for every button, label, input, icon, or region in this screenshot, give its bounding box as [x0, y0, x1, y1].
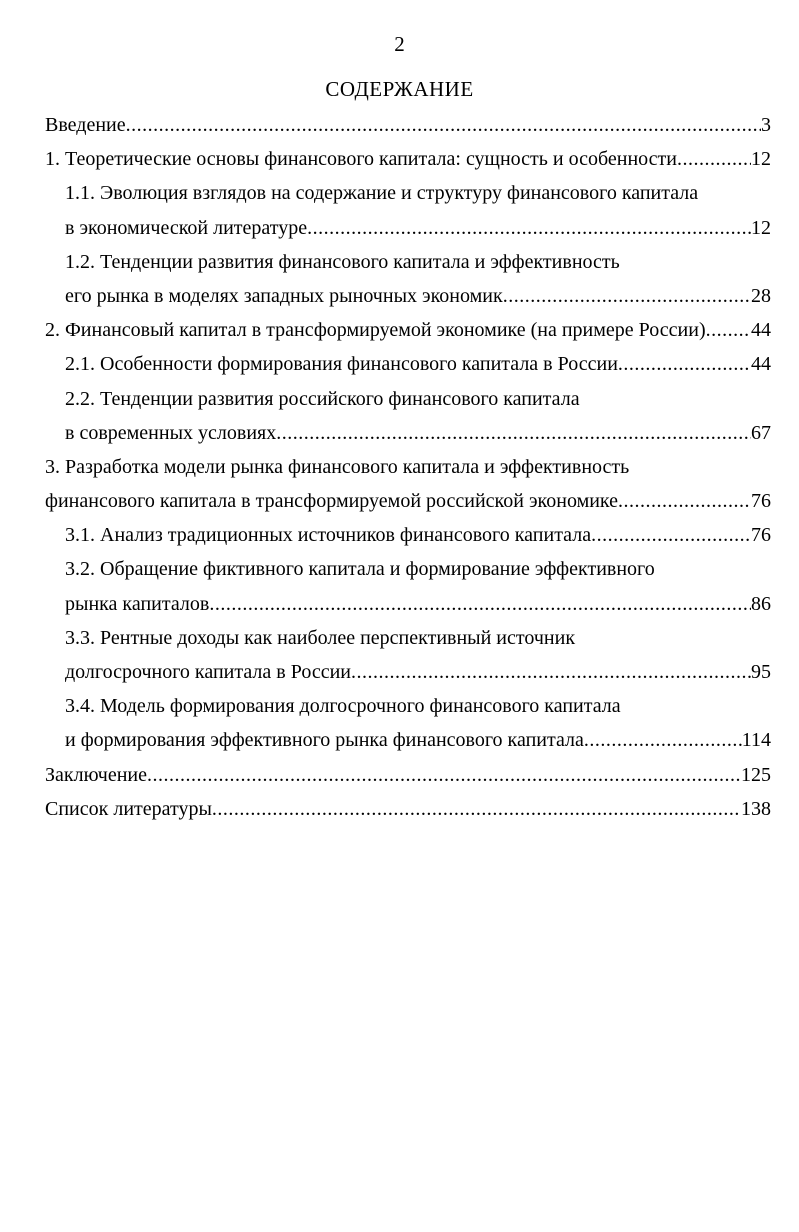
toc-heading: СОДЕРЖАНИЕ [325, 77, 474, 101]
toc-entry-title: 2.1. Особенности формирования финансового капитала в России [65, 353, 618, 376]
toc-entry-page: 67 [751, 421, 771, 444]
toc-entry-title: и формирования эффективного рынка финансового капитала [65, 729, 584, 752]
toc-entry-section-2-1 [45, 347, 771, 381]
toc-entry-section-2-2-cont [45, 416, 771, 450]
toc-entry-title: Заключение [45, 763, 147, 786]
toc-entry-page: 138 [741, 797, 771, 820]
toc-entry-section-2-2 [45, 382, 771, 416]
toc-entry-title: долгосрочного капитала в России [65, 661, 351, 683]
toc-entry-section-3-3 [45, 621, 771, 655]
table-of-contents [45, 108, 771, 826]
toc-entry-page: 114 [741, 729, 771, 752]
toc-entry-page: 28 [751, 284, 771, 307]
dot-leader [209, 587, 751, 621]
toc-entry-title: в современных условиях [65, 421, 277, 444]
toc-entry-title: 2.2. Тенденции развития российского финансового капитала [65, 387, 580, 410]
dot-leader [618, 484, 751, 518]
toc-entry-page: 3 [761, 114, 771, 136]
toc-entry-title: 2. Финансовый капитал в трансформируемой экономике (на примере России) [45, 319, 706, 342]
toc-entry-section-3-2 [45, 552, 771, 586]
toc-entry-section-1-2-cont [45, 279, 771, 313]
dot-leader [503, 279, 751, 313]
toc-entry-page: 44 [751, 319, 771, 342]
toc-entry-page: 12 [751, 216, 771, 239]
toc-entry-section-3-4 [45, 689, 771, 723]
toc-entry-title: Введение [45, 114, 126, 136]
toc-entry-page: 76 [751, 524, 771, 547]
toc-entry-page: 95 [751, 661, 771, 683]
dot-leader [351, 655, 751, 689]
dot-leader [591, 518, 751, 552]
toc-entry-section-3-4-cont [45, 723, 771, 757]
dot-leader [618, 347, 751, 381]
toc-entry-section-3-3-cont [45, 655, 771, 689]
toc-entry-section-1-2 [45, 245, 771, 279]
dot-leader [212, 792, 741, 826]
toc-entry-section-1-1-cont [45, 211, 771, 245]
toc-entry-page: 44 [751, 353, 771, 376]
dot-leader [126, 108, 761, 142]
toc-entry-title: 1.1. Эволюция взглядов на содержание и структуру финансового капитала [65, 182, 699, 205]
toc-entry-title: его рынка в моделях западных рыночных экономик [65, 284, 503, 307]
page-number: 2 [394, 32, 405, 56]
toc-entry-title: 3.3. Рентные доходы как наиболее перспективный источник [65, 626, 576, 649]
dot-leader [276, 416, 751, 450]
toc-entry-references [45, 792, 771, 826]
toc-entry-chapter-3-cont [45, 484, 771, 518]
toc-entry-chapter-2 [45, 313, 771, 347]
toc-entry-title: 3. Разработка модели рынка финансового капитала и эффективность [45, 455, 630, 478]
dot-leader [706, 313, 751, 347]
toc-entry-page: 86 [751, 592, 771, 615]
toc-entry-section-3-1 [45, 518, 771, 552]
dot-leader [677, 142, 751, 176]
dot-leader [584, 723, 742, 757]
toc-entry-introduction [45, 108, 771, 142]
dot-leader [307, 211, 751, 245]
toc-entry-title: в экономической литературе [65, 216, 308, 239]
toc-entry-title: 3.4. Модель формирования долгосрочного финансового капитала [65, 695, 621, 718]
toc-entry-chapter-3 [45, 450, 771, 484]
toc-entry-page: 125 [741, 763, 771, 786]
toc-entry-section-1-1 [45, 176, 771, 210]
toc-entry-page: 76 [751, 490, 771, 513]
toc-entry-title: финансового капитала в трансформируемой российской экономике [45, 490, 619, 513]
toc-entry-page: 12 [751, 148, 771, 171]
toc-entry-conclusion [45, 758, 771, 792]
toc-entry-title: 1.2. Тенденции развития финансового капитала и эффективность [65, 250, 620, 273]
dot-leader [147, 758, 741, 792]
toc-entry-section-3-2-cont [45, 587, 771, 621]
toc-entry-title: 3.2. Обращение фиктивного капитала и формирование эффективного [65, 558, 655, 581]
toc-entry-chapter-1 [45, 142, 771, 176]
toc-entry-title: 3.1. Анализ традиционных источников финансового капитала [65, 524, 592, 547]
toc-entry-title: 1. Теоретические основы финансового капитала: сущность и особенности [45, 148, 677, 171]
toc-entry-title: рынка капиталов [65, 592, 210, 615]
toc-entry-title: Список литературы [45, 797, 212, 820]
